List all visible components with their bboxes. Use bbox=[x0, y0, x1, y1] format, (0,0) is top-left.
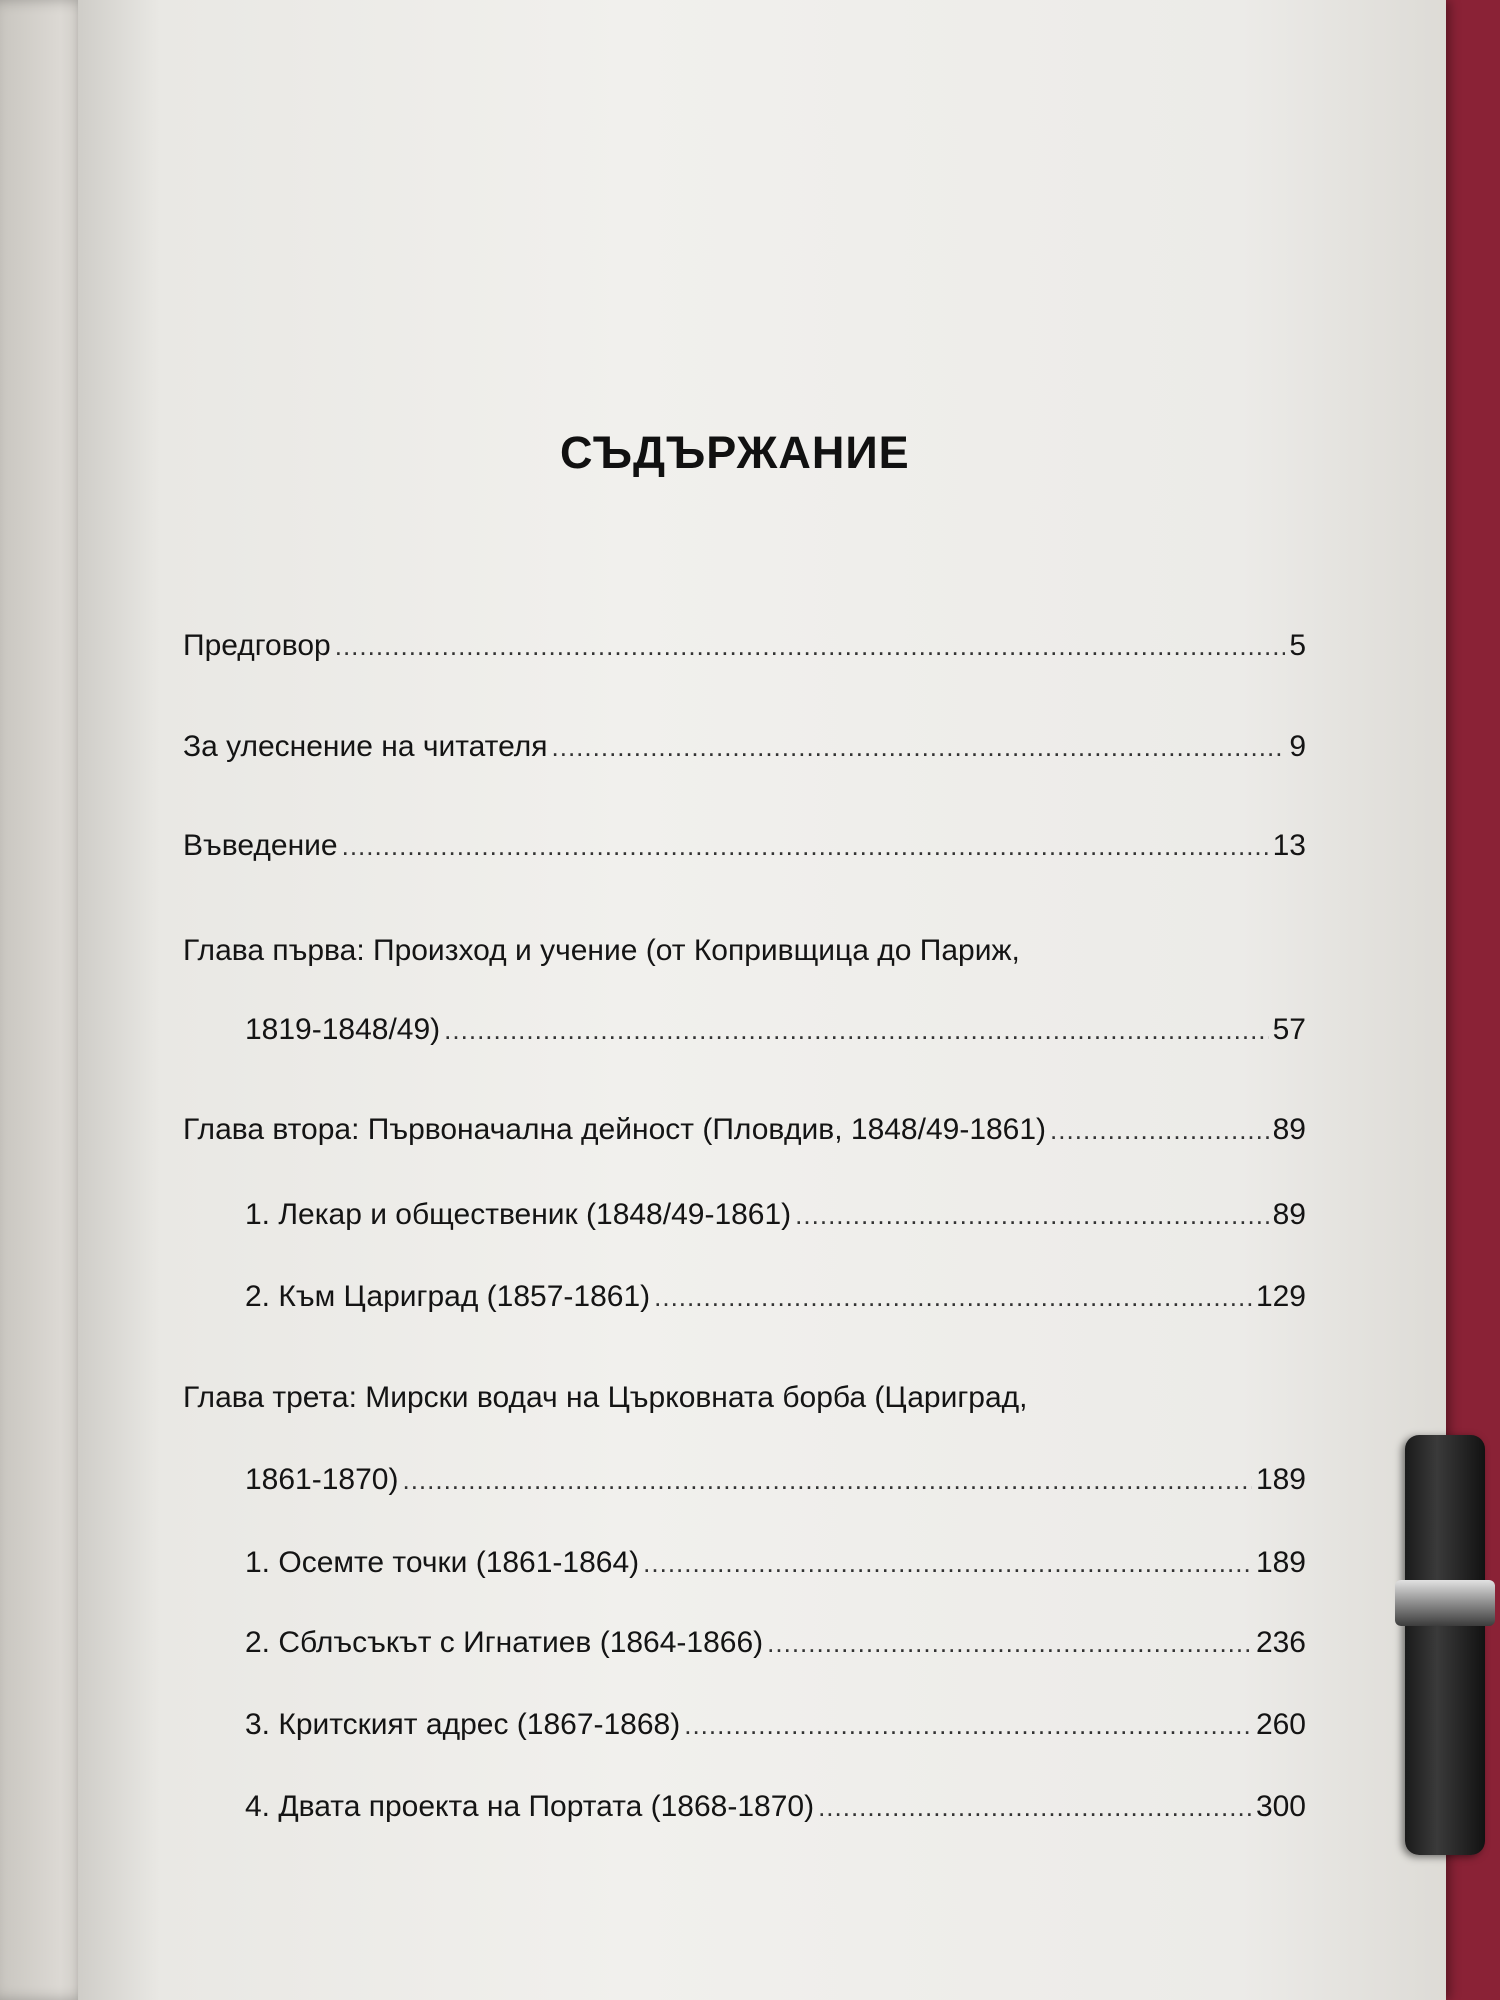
toc-entry-introduction bbox=[183, 826, 1306, 866]
toc-entry-page: 57 bbox=[1272, 1013, 1306, 1046]
leader-dots bbox=[1050, 1110, 1269, 1150]
toc-entry-chapter-1 bbox=[245, 1010, 1306, 1050]
leader-dots bbox=[444, 1010, 1268, 1050]
toc-entry-page: 260 bbox=[1255, 1708, 1306, 1741]
toc-entry-title: Въведение bbox=[183, 829, 338, 862]
toc-entry-section-3-1 bbox=[245, 1543, 1306, 1583]
toc-entry-title: 3. Критският адрес (1867-1868) bbox=[245, 1708, 681, 1741]
toc-entry-page: 300 bbox=[1255, 1790, 1306, 1823]
leader-dots bbox=[342, 826, 1269, 866]
leader-dots bbox=[654, 1277, 1252, 1317]
toc-entry-page: 13 bbox=[1272, 829, 1306, 862]
toc-entry-title: Предговор bbox=[183, 629, 331, 662]
leader-dots bbox=[818, 1787, 1252, 1827]
leader-dots bbox=[684, 1705, 1252, 1745]
leader-dots bbox=[335, 626, 1286, 666]
toc-entry-page: 189 bbox=[1255, 1463, 1306, 1496]
toc-entry-section-3-4 bbox=[245, 1787, 1306, 1827]
leader-dots bbox=[767, 1623, 1252, 1663]
toc-entry-section-2-1 bbox=[245, 1195, 1306, 1235]
toc-entry-preface bbox=[183, 626, 1306, 666]
leader-dots bbox=[552, 727, 1286, 767]
toc-entry-page: 9 bbox=[1289, 730, 1306, 763]
toc-entry-section-3-3 bbox=[245, 1705, 1306, 1745]
toc-entry-title: 1. Лекар и общественик (1848/49-1861) bbox=[245, 1198, 792, 1231]
leader-dots bbox=[795, 1195, 1268, 1235]
toc-entry-title: 2. Сблъсъкът с Игнатиев (1864-1866) bbox=[245, 1626, 764, 1659]
toc-entry-section-2-2 bbox=[245, 1277, 1306, 1317]
toc-entry-title: 2. Към Цариград (1857-1861) bbox=[245, 1280, 651, 1313]
leader-dots bbox=[402, 1460, 1251, 1500]
toc-entry-title: За улеснение на читателя bbox=[183, 730, 548, 763]
toc-entry-section-3-2 bbox=[245, 1623, 1306, 1663]
toc-entry-title: Глава втора: Първоначална дейност (Пловдив, 1848/49-1861) bbox=[183, 1113, 1047, 1146]
toc-entry-chapter-2 bbox=[183, 1110, 1306, 1150]
toc-entry-page: 89 bbox=[1272, 1198, 1306, 1231]
toc-entry-title: 1. Осемте точки (1861-1864) bbox=[245, 1546, 640, 1579]
toc-entry-page: 89 bbox=[1272, 1113, 1306, 1146]
toc-entry-chapter-3 bbox=[245, 1460, 1306, 1500]
toc-entry-reader-note bbox=[183, 727, 1306, 767]
toc-entry-page: 5 bbox=[1289, 629, 1306, 662]
toc-entry-title: 1819-1848/49) bbox=[245, 1013, 441, 1046]
page-title: СЪДЪРЖАНИЕ bbox=[560, 427, 910, 478]
toc-entry-page: 189 bbox=[1255, 1546, 1306, 1579]
toc-entry-page: 129 bbox=[1255, 1280, 1306, 1313]
leader-dots bbox=[643, 1543, 1252, 1583]
toc-entry-title: 1861-1870) bbox=[245, 1463, 399, 1496]
toc-chapter-3-title: Глава трета: Мирски водач на Църковната борба (Цариград, bbox=[183, 1381, 1028, 1414]
toc-chapter-1-title: Глава първа: Произход и учение (от Копривщица до Париж, bbox=[183, 934, 1020, 967]
toc-entry-title: 4. Двата проекта на Портата (1868-1870) bbox=[245, 1790, 815, 1823]
toc-entry-page: 236 bbox=[1255, 1626, 1306, 1659]
